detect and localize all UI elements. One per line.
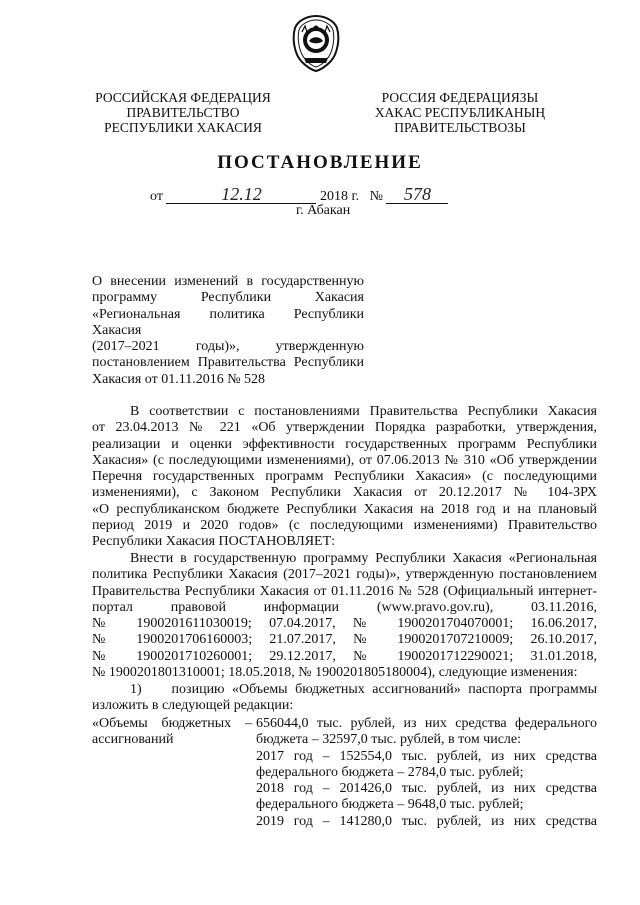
subject-line: «Региональная политика Республики Хакасия bbox=[92, 306, 364, 338]
budget-value-line: федерального бюджета – 9648,0 тыс. рублей; bbox=[256, 797, 524, 813]
header-right-line: ПРАВИТЕЛЬСТВОЗЫ bbox=[394, 120, 526, 135]
budget-value-line: 2017 год – 152554,0 тыс. рублей, из них средства bbox=[256, 748, 597, 764]
header-left bbox=[86, 90, 280, 135]
header-right-line: ХАКАС РЕСПУБЛИКАНЫҢ bbox=[374, 105, 546, 120]
paragraph-line: реализации и оценки эффективности государственных программ Республики bbox=[92, 436, 597, 452]
paragraph-line: № 1900201801310001; 18.05.2018, № 1900201805180004), следующие изменения: bbox=[92, 665, 578, 681]
budget-value-line: 2018 год – 201426,0 тыс. рублей, из них средства bbox=[256, 781, 597, 797]
paragraph-line: № 1900201706160003; 21.07.2017, № 1900201707210009; 26.10.2017, bbox=[92, 632, 597, 648]
paragraph-line: Правительства Республики Хакасия от 01.11.2016 № 528 (Официальный интернет- bbox=[92, 583, 597, 599]
paragraph-line: 1) позицию «Объемы бюджетных ассигнований» паспорта программы bbox=[130, 682, 597, 697]
header-left-line: РОССИЙСКАЯ ФЕДЕРАЦИЯ bbox=[95, 90, 271, 105]
paragraph-line: Перечня государственных программ Республики Хакасия» (с последующими bbox=[92, 469, 597, 485]
budget-value-line: бюджета – 32597,0 тыс. рублей, в том числе: bbox=[256, 732, 522, 748]
budget-value-line: федерального бюджета – 2784,0 тыс. рублей; bbox=[256, 764, 524, 780]
subject-line: программу Республики Хакасия bbox=[92, 290, 364, 306]
document-title: ПОСТАНОВЛЕНИЕ bbox=[217, 152, 423, 173]
subject-line: (2017–2021 годы)», утвержденную bbox=[92, 339, 364, 355]
paragraph-line: изменениями), с Законом Республики Хакасия от 20.12.2017 № 104-ЗРХ bbox=[92, 485, 597, 501]
date-field bbox=[166, 184, 316, 204]
handwritten-date: 12.12 bbox=[221, 184, 262, 204]
number-field bbox=[386, 184, 448, 204]
budget-label-line: ассигнований bbox=[92, 732, 174, 748]
paragraph-line: Хакасия» (с последующими изменениями), от 07.06.2013 № 310 «Об утверждении bbox=[92, 452, 597, 468]
paragraph-line: Республики Хакасия ПОСТАНОВЛЯЕТ: bbox=[92, 534, 336, 550]
city-line: г. Абакан bbox=[296, 203, 351, 218]
budget-label-cell bbox=[92, 716, 252, 749]
subject-line: Хакасия от 01.11.2016 № 528 bbox=[92, 371, 266, 387]
paragraph-line: № 1900201611030019; 07.04.2017, № 1900201704070001; 16.06.2017, bbox=[92, 616, 597, 632]
budget-value-cell bbox=[256, 716, 597, 830]
year-text: 2018 г. bbox=[319, 189, 360, 204]
paragraph-line: период 2019 и 2020 годов» (с последующими изменениями) Правительство bbox=[92, 518, 597, 534]
budget-label-line: «Объемы бюджетных – bbox=[92, 716, 252, 731]
paragraph-line: В соответствии с постановлениями Правительства Республики Хакасия bbox=[130, 404, 597, 419]
paragraph-line: № 1900201710260001; 29.12.2017, № 1900201712290021; 31.01.2018, bbox=[92, 648, 597, 664]
header-left-line: ПРАВИТЕЛЬСТВО bbox=[126, 105, 240, 120]
paragraph-item-1 bbox=[92, 682, 597, 715]
paragraph-line: «О республиканском бюджете Республики Хакасия на 2018 год и на плановый bbox=[92, 501, 597, 517]
paragraph-line: Внести в государственную программу Республики Хакасия «Региональная bbox=[130, 551, 597, 566]
subject-block bbox=[92, 274, 364, 388]
coat-of-arms-emblem bbox=[290, 14, 342, 72]
date-prefix: от bbox=[150, 189, 163, 204]
paragraph-line: от 23.04.2013 № 221 «Об утверждении Порядка разработки, утверждения, bbox=[92, 420, 597, 436]
number-sign: № bbox=[369, 189, 383, 204]
paragraph-line: портал правовой информации (www.pravo.gov.ru), 03.11.2016, bbox=[92, 599, 597, 615]
header-right-line: РОССИЯ ФЕДЕРАЦИЯЗЫ bbox=[381, 90, 539, 105]
budget-value-line: 2019 год – 141280,0 тыс. рублей, из них средства bbox=[256, 813, 597, 829]
paragraph-line: политика Республики Хакасия (2017–2021 годы)», утвержденную постановлением bbox=[92, 567, 597, 583]
handwritten-number: 578 bbox=[403, 184, 431, 204]
subject-line: постановлением Правительства Республики bbox=[92, 355, 364, 371]
paragraph-amendment bbox=[92, 551, 597, 681]
budget-value-line: 656044,0 тыс. рублей, из них средства федерального bbox=[256, 716, 597, 731]
paragraph-preamble bbox=[92, 404, 597, 551]
subject-line: О внесении изменений в государственную bbox=[92, 274, 364, 289]
header-left-line: РЕСПУБЛИКИ ХАКАСИЯ bbox=[104, 120, 262, 135]
header-right bbox=[362, 90, 558, 135]
paragraph-line: изложить в следующей редакции: bbox=[92, 698, 294, 714]
